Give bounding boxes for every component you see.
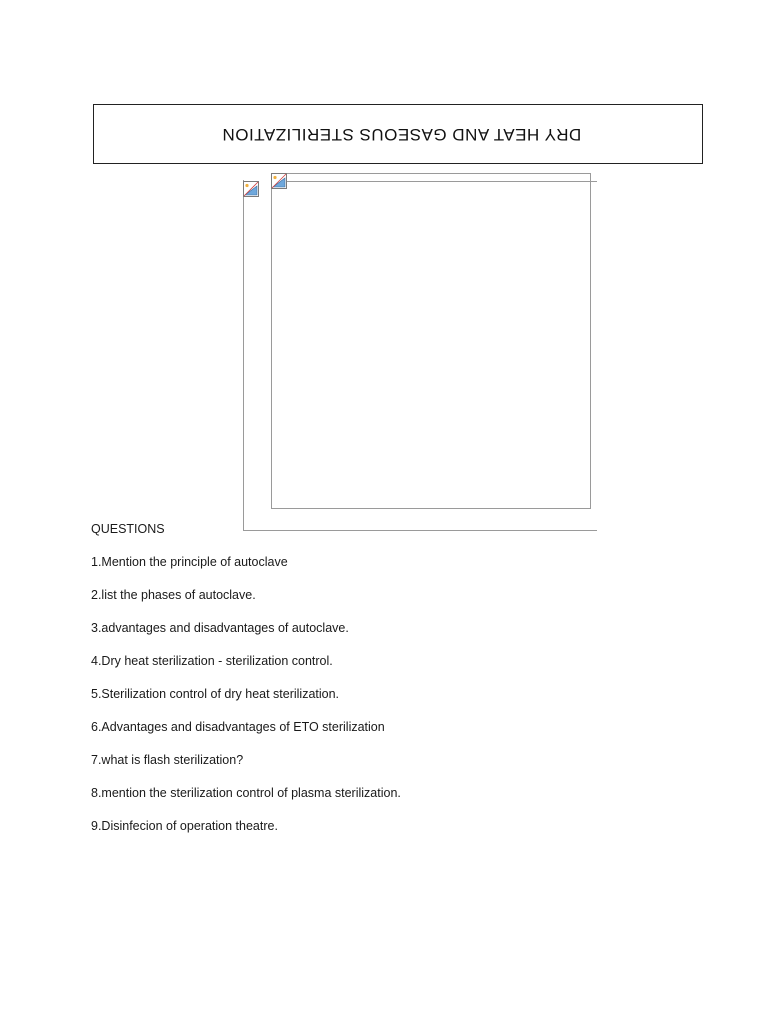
questions-section xyxy=(91,518,691,848)
document-title: DRY HEAT AND GASEOUS STERILIZATION xyxy=(222,125,582,144)
broken-image-icon xyxy=(243,181,259,197)
question-item: 7.what is flash sterilization? xyxy=(91,753,244,767)
question-item: 3.advantages and disadvantages of autoclave. xyxy=(91,621,349,635)
question-item: 6.Advantages and disadvantages of ETO sterilization xyxy=(91,720,385,734)
questions-heading: QUESTIONS xyxy=(91,522,165,536)
question-item: 1.Mention the principle of autoclave xyxy=(91,555,288,569)
broken-image-icon xyxy=(271,173,287,189)
question-item: 9.Disinfecion of operation theatre. xyxy=(91,819,278,833)
question-item: 8.mention the sterilization control of plasma sterilization. xyxy=(91,786,401,800)
question-item: 5.Sterilization control of dry heat sterilization. xyxy=(91,687,340,701)
image-frame-front xyxy=(271,173,591,509)
title-box xyxy=(93,104,703,164)
question-item: 4.Dry heat sterilization - sterilization control. xyxy=(91,654,333,668)
question-item: 2.list the phases of autoclave. xyxy=(91,588,256,602)
frame-divider-line xyxy=(271,181,597,182)
